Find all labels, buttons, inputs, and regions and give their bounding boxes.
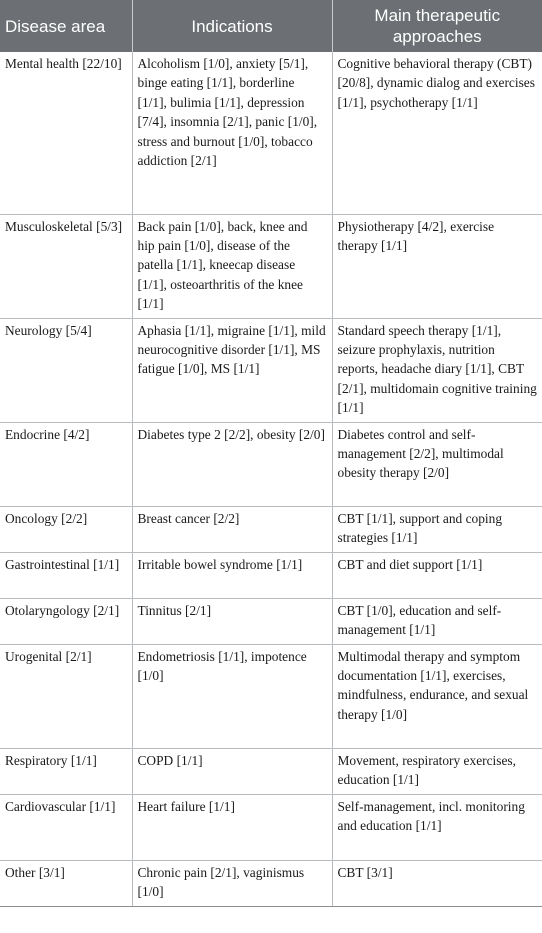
cell-indications: Aphasia [1/1], migraine [1/1], mild neurocognitive disorder [1/1], MS fatigue [1/0], MS [1/1] [132,318,332,422]
table-row [0,552,542,598]
cell-disease-area: Endocrine [4/2] [0,422,132,506]
cell-disease-area: Urogenital [2/1] [0,644,132,748]
table-row [0,860,542,906]
cell-indications: Alcoholism [1/0], anxiety [5/1], binge eating [1/1], borderline [1/1], bulimia [1/1], depression [7/4], insomnia [2/1], panic [1/0], stress and burnout [1/0], tobacco addiction [2/1] [132,52,332,214]
table-row [0,644,542,748]
cell-approaches: Self-management, incl. monitoring and education [1/1] [332,794,542,860]
cell-approaches: Multimodal therapy and symptom documentation [1/1], exercises, mindfulness, endurance, and sexual therapy [1/0] [332,644,542,748]
table-row [0,52,542,214]
cell-approaches: Diabetes control and self-management [2/2], multimodal obesity therapy [2/0] [332,422,542,506]
cell-disease-area: Otolaryngology [2/1] [0,598,132,644]
cell-approaches: Movement, respiratory exercises, education [1/1] [332,748,542,794]
cell-indications: Breast cancer [2/2] [132,506,332,552]
cell-approaches: Cognitive behavioral therapy (CBT) [20/8], dynamic dialog and exercises [1/1], psychotherapy [1/1] [332,52,542,214]
cell-disease-area: Neurology [5/4] [0,318,132,422]
cell-indications: Tinnitus [2/1] [132,598,332,644]
cell-approaches: Standard speech therapy [1/1], seizure prophylaxis, nutrition reports, headache diary [1/1], CBT [2/1], multidomain cognitive training [1/1] [332,318,542,422]
cell-disease-area: Gastrointestinal [1/1] [0,552,132,598]
cell-indications: Endometriosis [1/1], impotence [1/0] [132,644,332,748]
header-disease-area: Disease area [0,0,132,52]
cell-indications: Heart failure [1/1] [132,794,332,860]
cell-disease-area: Mental health [22/10] [0,52,132,214]
cell-indications: COPD [1/1] [132,748,332,794]
table-header [0,0,542,52]
cell-approaches: Physiotherapy [4/2], exercise therapy [1/1] [332,214,542,318]
table-row [0,794,542,860]
header-indications: Indications [132,0,332,52]
cell-disease-area: Oncology [2/2] [0,506,132,552]
cell-disease-area: Cardiovascular [1/1] [0,794,132,860]
table-body [0,52,542,906]
header-row [0,0,542,52]
table-row [0,598,542,644]
cell-approaches: CBT [1/1], support and coping strategies [1/1] [332,506,542,552]
cell-approaches: CBT [1/0], education and self-management [1/1] [332,598,542,644]
table-row [0,506,542,552]
cell-disease-area: Other [3/1] [0,860,132,906]
cell-disease-area: Respiratory [1/1] [0,748,132,794]
cell-approaches: CBT and diet support [1/1] [332,552,542,598]
cell-indications: Chronic pain [2/1], vaginismus [1/0] [132,860,332,906]
header-approaches: Main therapeutic approaches [332,0,542,52]
table-row [0,318,542,422]
cell-approaches: CBT [3/1] [332,860,542,906]
table-row [0,748,542,794]
cell-indications: Diabetes type 2 [2/2], obesity [2/0] [132,422,332,506]
cell-disease-area: Musculoskeletal [5/3] [0,214,132,318]
table-row [0,214,542,318]
cell-indications: Irritable bowel syndrome [1/1] [132,552,332,598]
cell-indications: Back pain [1/0], back, knee and hip pain [1/0], disease of the patella [1/1], kneecap disease [1/1], osteoarthritis of the knee [1/1] [132,214,332,318]
table-row [0,422,542,506]
